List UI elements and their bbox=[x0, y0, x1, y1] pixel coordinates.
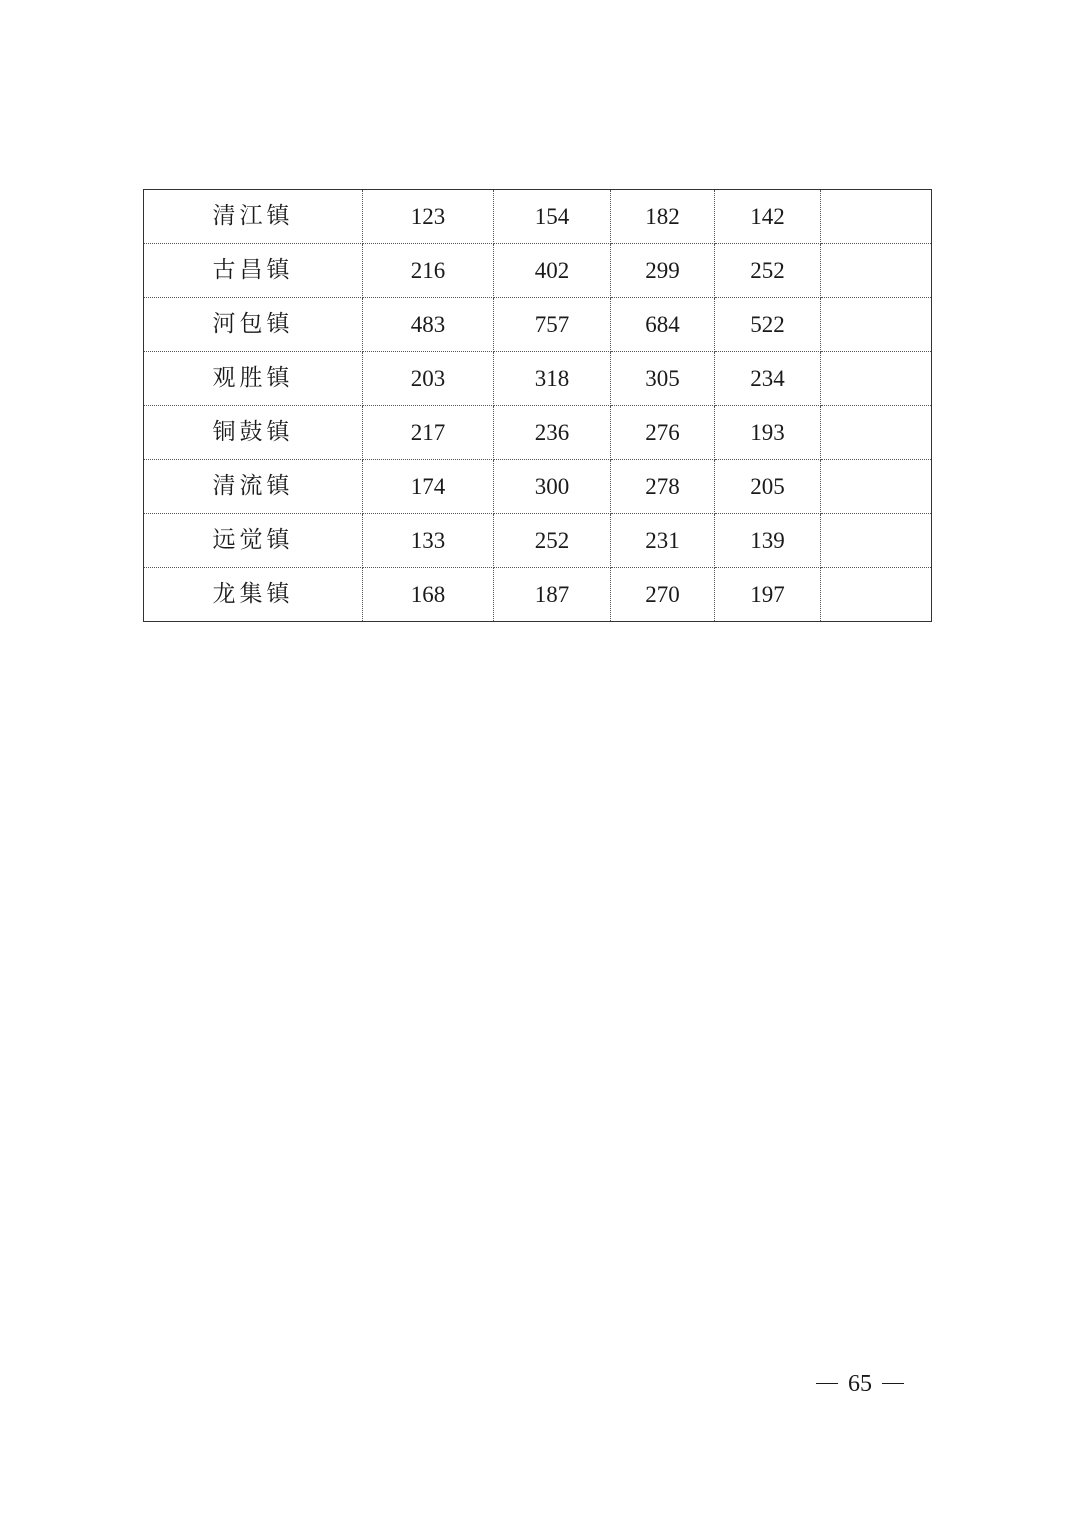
value-cell: 216 bbox=[363, 244, 494, 298]
value-cell bbox=[821, 460, 932, 514]
value-cell: 276 bbox=[611, 406, 715, 460]
value-cell: 318 bbox=[494, 352, 611, 406]
value-cell: 684 bbox=[611, 298, 715, 352]
value-cell: 174 bbox=[363, 460, 494, 514]
value-cell: 305 bbox=[611, 352, 715, 406]
value-cell: 133 bbox=[363, 514, 494, 568]
value-cell: 205 bbox=[715, 460, 821, 514]
value-cell bbox=[821, 352, 932, 406]
table-row bbox=[144, 406, 932, 460]
value-cell: 234 bbox=[715, 352, 821, 406]
town-name-cell: 清江镇 bbox=[144, 190, 363, 244]
value-cell: 236 bbox=[494, 406, 611, 460]
town-statistics-table bbox=[143, 189, 932, 622]
town-name-cell: 铜鼓镇 bbox=[144, 406, 363, 460]
table-row bbox=[144, 460, 932, 514]
table-row bbox=[144, 568, 932, 622]
table-row bbox=[144, 298, 932, 352]
value-cell: 168 bbox=[363, 568, 494, 622]
town-name-cell: 古昌镇 bbox=[144, 244, 363, 298]
value-cell: 154 bbox=[494, 190, 611, 244]
value-cell: 522 bbox=[715, 298, 821, 352]
value-cell: 300 bbox=[494, 460, 611, 514]
value-cell bbox=[821, 298, 932, 352]
town-name-cell: 观胜镇 bbox=[144, 352, 363, 406]
value-cell: 231 bbox=[611, 514, 715, 568]
town-name-cell: 清流镇 bbox=[144, 460, 363, 514]
value-cell: 187 bbox=[494, 568, 611, 622]
town-name-cell: 远觉镇 bbox=[144, 514, 363, 568]
table-row bbox=[144, 514, 932, 568]
value-cell bbox=[821, 568, 932, 622]
town-name-cell: 龙集镇 bbox=[144, 568, 363, 622]
table-row bbox=[144, 352, 932, 406]
value-cell bbox=[821, 190, 932, 244]
value-cell: 252 bbox=[715, 244, 821, 298]
value-cell bbox=[821, 514, 932, 568]
value-cell bbox=[821, 406, 932, 460]
page-number-dash-right bbox=[882, 1383, 904, 1384]
value-cell: 757 bbox=[494, 298, 611, 352]
value-cell: 203 bbox=[363, 352, 494, 406]
value-cell: 270 bbox=[611, 568, 715, 622]
value-cell: 299 bbox=[611, 244, 715, 298]
value-cell: 402 bbox=[494, 244, 611, 298]
town-name-cell: 河包镇 bbox=[144, 298, 363, 352]
value-cell: 197 bbox=[715, 568, 821, 622]
value-cell: 217 bbox=[363, 406, 494, 460]
value-cell: 142 bbox=[715, 190, 821, 244]
value-cell: 123 bbox=[363, 190, 494, 244]
value-cell bbox=[821, 244, 932, 298]
value-cell: 139 bbox=[715, 514, 821, 568]
page-number-value: 65 bbox=[848, 1371, 872, 1397]
value-cell: 278 bbox=[611, 460, 715, 514]
value-cell: 483 bbox=[363, 298, 494, 352]
value-cell: 193 bbox=[715, 406, 821, 460]
value-cell: 182 bbox=[611, 190, 715, 244]
table-row bbox=[144, 190, 932, 244]
page-number bbox=[805, 1371, 915, 1398]
value-cell: 252 bbox=[494, 514, 611, 568]
table-row bbox=[144, 244, 932, 298]
page-number-dash-left bbox=[816, 1383, 838, 1384]
